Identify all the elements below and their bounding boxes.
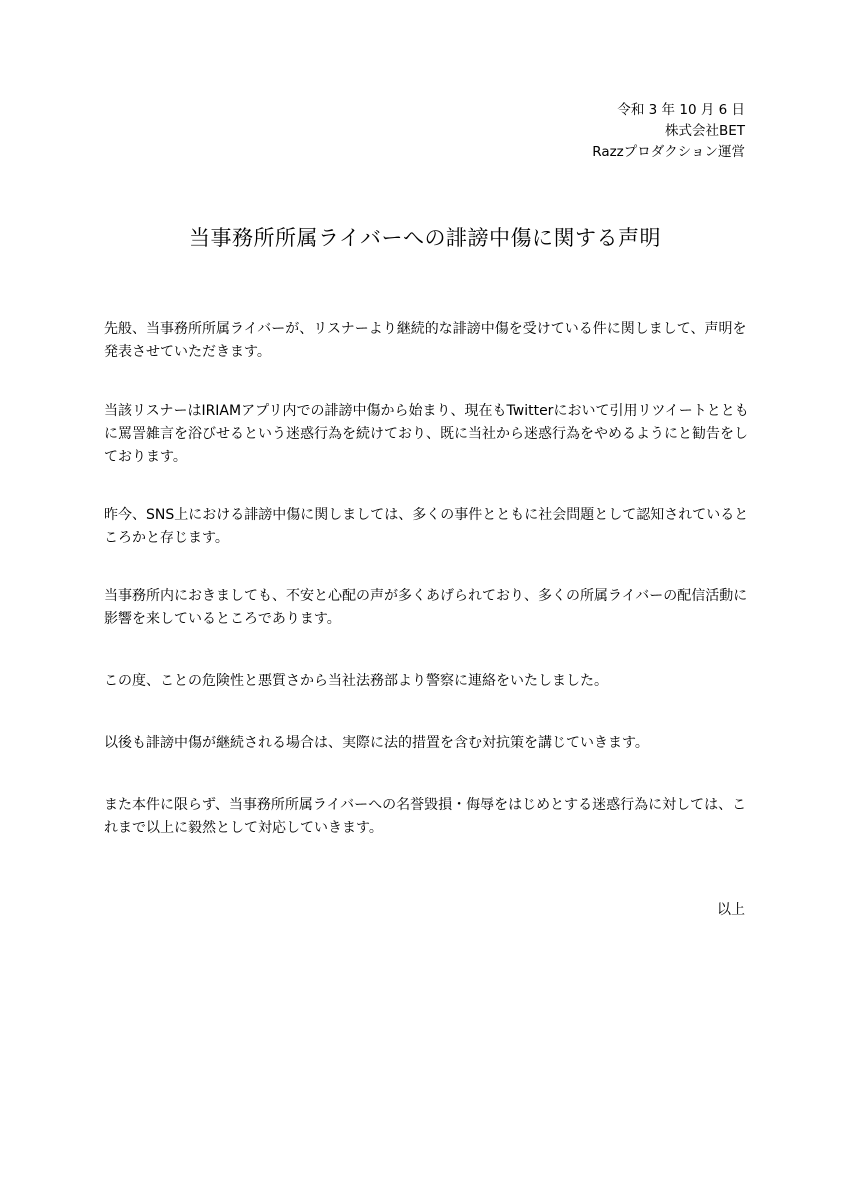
operator-name: Razzプロダクション運営 bbox=[592, 144, 745, 160]
paragraph-police: この度、ことの危険性と悪質さから当社法務部より警察に連絡をいたしました。 bbox=[104, 673, 608, 689]
statement-title: 当事務所所属ライバーへの誹謗中傷に関する声明 bbox=[189, 226, 661, 250]
paragraph-legal-action: 以後も誹謗中傷が継続される場合は、実際に法的措置を含む対抗策を講じていきます。 bbox=[104, 735, 649, 751]
company-name: 株式会社BET bbox=[664, 123, 745, 139]
paragraph-intro: 先般、当事務所所属ライバーが、リスナーより継続的な誹謗中傷を受けている件に関しまして、声明を発表させていただきます。 bbox=[104, 321, 747, 360]
paragraph-social-issue: 昨今、SNS上における誹謗中傷に関しましては、多くの事件とともに社会問題として認知されているところかと存じます。 bbox=[104, 507, 749, 546]
issue-date: 令和 3 年 10 月 6 日 bbox=[617, 102, 745, 118]
paragraph-policy: また本件に限らず、当事務所所属ライバーへの名誉毀損・侮辱をはじめとする迷惑行為に対しては、これまで以上に毅然として対応していきます。 bbox=[104, 797, 747, 836]
closing-remark: 以上 bbox=[717, 902, 745, 918]
paragraph-background: 当該リスナーはIRIAMアプリ内での誹謗中傷から始まり、現在もTwitterにおいて引用リツイートとともに罵詈雑言を浴びせるという迷惑行為を続けており、既に当社から迷惑行為をやめるようにと勧告をしております。 bbox=[104, 403, 749, 465]
letter-header bbox=[592, 100, 745, 163]
paragraph-impact: 当事務所内におきましても、不安と心配の声が多くあげられており、多くの所属ライバーの配信活動に影響を来しているところであります。 bbox=[104, 588, 748, 627]
